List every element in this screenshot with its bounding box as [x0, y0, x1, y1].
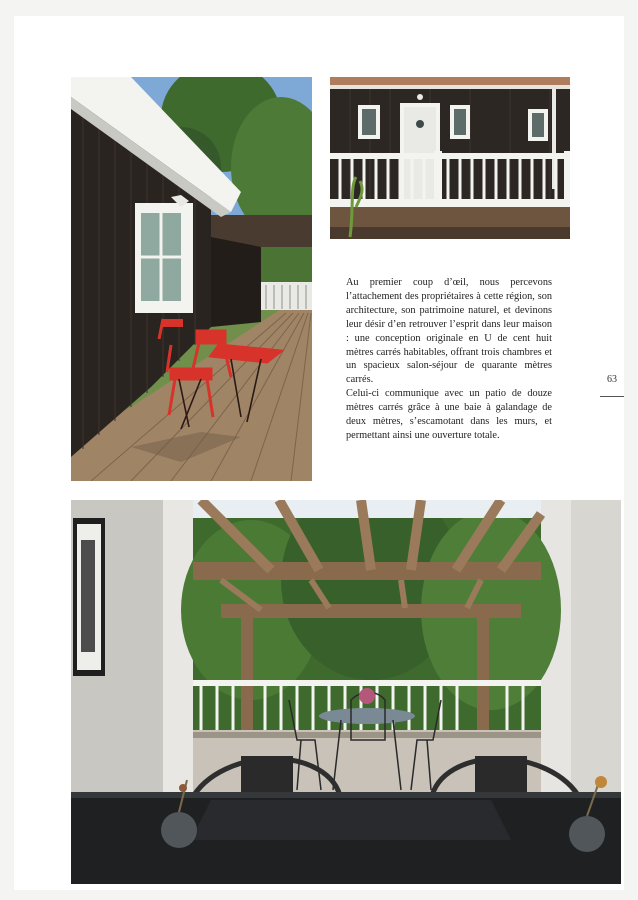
article-paragraph-2: Celui-ci communique avec un patio de douze mètres carrés grâce à une baie à galandage de deux mètres, s’escamotant dans les murs, et permettant ainsi une ouverture totale.	[346, 388, 552, 441]
deck-illustration	[71, 77, 312, 481]
dining-illustration	[71, 500, 621, 884]
photo-house-facade	[330, 77, 570, 239]
page-number-rule	[600, 396, 624, 397]
article-text	[346, 276, 552, 443]
facade-illustration	[330, 77, 570, 239]
photo-deck-red-chairs	[71, 77, 312, 481]
page-number: 63	[607, 374, 617, 385]
article-paragraph-1: Au premier coup d’œil, nous percevons l’attachement des propriétaires à cette région, son architecture, son patrimoine naturel, et devinons leur désir d’en retrouver l’esprit dans leur maison : une conception originale en U de cent huit mètres carrés habitables, offrant trois chambres et un spacieux salon-séjour de quarante mètres carrés.	[346, 277, 552, 386]
photo-dining-pergola	[71, 500, 621, 884]
